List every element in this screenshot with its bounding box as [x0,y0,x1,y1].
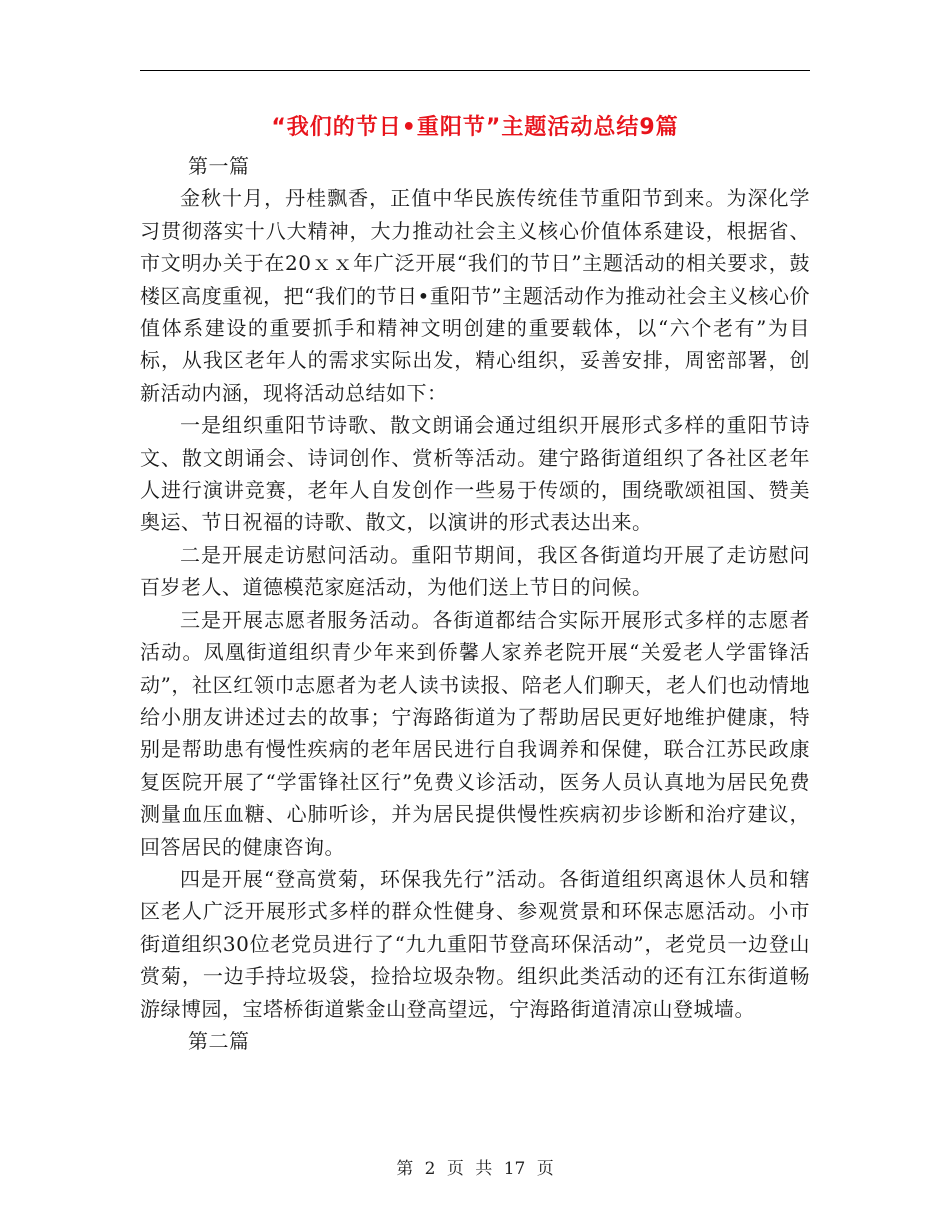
section-heading: 第一篇 [188,154,250,178]
section-heading: 第二篇 [188,1028,250,1053]
page-number: 第 2 页 共 17 页 [396,1159,554,1179]
document-title: “我们的节日•重阳节”主题活动总结9篇 [271,115,679,140]
paragraph: 四是开展“登高赏菊，环保我先行”活动。各街道组织离退休人员和辖区老人广泛开展形式多样的群众性健身、参观赏景和环保志愿活动。小市街道组织30位老党员进行了“九九重阳节登高环保活动”，老党员一边登山赏菊，一边手持垃圾袋，捡拾垃圾杂物。组织此类活动的还有江东街道畅游绿博园，宝塔桥街道紫金山登高望远，宁海路街道清凉山登城墙。 [140,866,810,1021]
document-body [140,150,810,1057]
paragraph: 二是开展走访慰问活动。重阳节期间，我区各街道均开展了走访慰问百岁老人、道德模范家庭活动，为他们送上节日的问候。 [140,542,810,600]
paragraph: 一是组织重阳节诗歌、散文朗诵会通过组织开展形式多样的重阳节诗文、散文朗诵会、诗词创作、赏析等活动。建宁路街道组织了各社区老年人进行演讲竞赛，老年人自发创作一些易于传颂的，围绕歌颂祖国、赞美奥运、节日祝福的诗歌、散文，以演讲的形式表达出来。 [140,413,810,535]
paragraph: 金秋十月，丹桂飘香，正值中华民族传统佳节重阳节到来。为深化学习贯彻落实十八大精神，大力推动社会主义核心价值体系建设，根据省、市文明办关于在20ｘｘ年广泛开展“我们的节日”主题活动的相关要求，鼓楼区高度重视，把“我们的节日•重阳节”主题活动作为推动社会主义核心价值体系建设的重要抓手和精神文明创建的重要载体，以“六个老有”为目标，从我区老年人的需求实际出发，精心组织，妥善安排，周密部署，创新活动内涵，现将活动总结如下： [140,186,810,405]
paragraph: 三是开展志愿者服务活动。各街道都结合实际开展形式多样的志愿者活动。凤凰街道组织青少年来到侨馨人家养老院开展“关爱老人学雷锋活动”，社区红领巾志愿者为老人读书读报、陪老人们聊天，老人们也动情地给小朋友讲述过去的故事；宁海路街道为了帮助居民更好地维护健康，特别是帮助患有慢性疾病的老年居民进行自我调养和保健，联合江苏民政康复医院开展了“学雷锋社区行”免费义诊活动，医务人员认真地为居民免费测量血压血糖、心肺听诊，并为居民提供慢性疾病初步诊断和治疗建议，回答居民的健康咨询。 [140,607,810,859]
header-rule [140,70,810,71]
